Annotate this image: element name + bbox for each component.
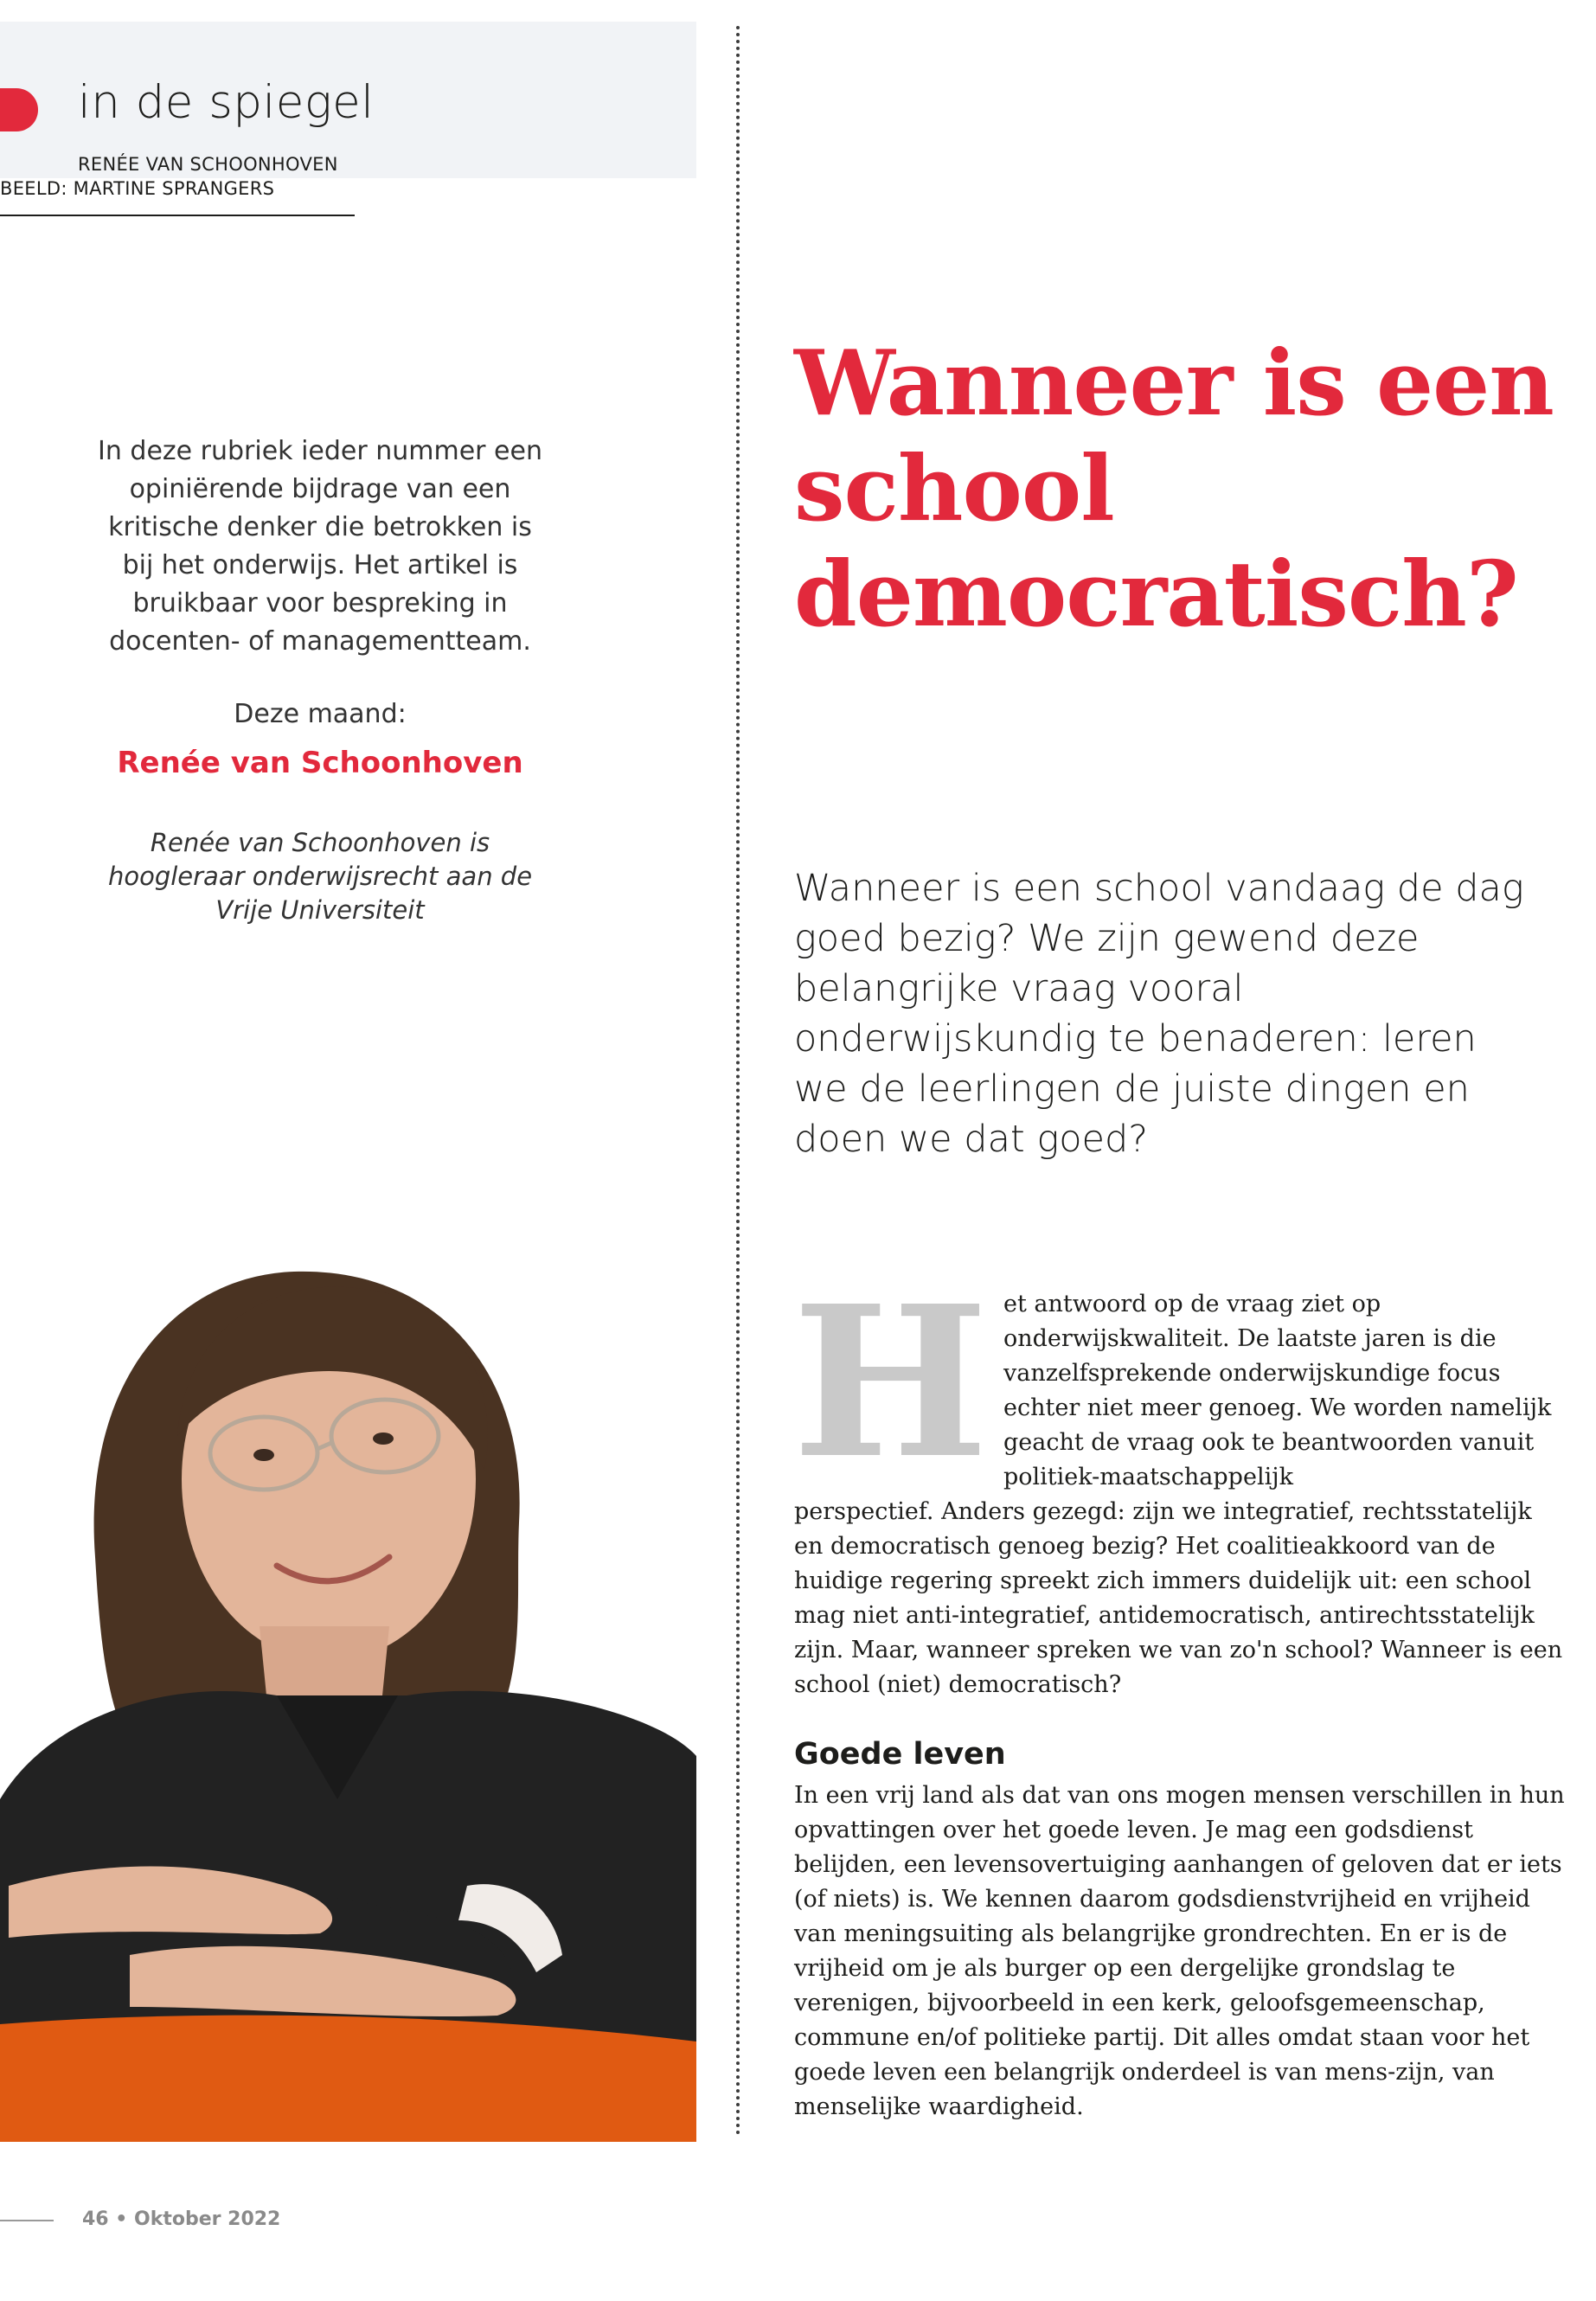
section-subhead: Goede leven <box>794 1737 1006 1772</box>
footer-rule <box>0 2220 54 2221</box>
intro-description: In deze rubriek ieder nummer een opiniërende bijdrage van een kritische denker die betrokken is bij het onderwijs. Het artikel is bruikbaar voor bespreking in docenten- of managementteam. <box>98 436 542 657</box>
column-divider <box>736 26 740 2137</box>
paragraph-1-rest: perspectief. Anders gezegd: zijn we integratief, rechtsstatelijk en democratisch genoeg bezig? Het coalitieakkoord van de huidige regering spreekt zich immers duidelijk uit: een school mag niet anti-integratief, antidemocratisch, antirechtsstatelijk zijn. Maar, wanneer spreken we van zo'n school? Wanneer is een school (niet) democratisch? <box>794 1498 1563 1698</box>
paragraph-2: In een vrij land als dat van ons mogen mensen verschillen in hun opvattingen over het goede leven. Je mag een godsdienst belijden, een levensovertuiging aanhangen of geloven dat er iets (of niets) is. We kennen daarom godsdienstvrijheid en vrijheid van meningsuiting als belangrijke grondrechten. En er is de vrijheid om je als burger op een dergelijke grondslag te verenigen, bijvoorbeeld in een kerk, geloofsgemeenschap, commune en/of politieke partij. Dit alles omdat staan voor het goede leven een belangrijk onderdeel is van mens-zijn, van menselijke waardigheid. <box>794 1782 1565 2120</box>
month-label: Deze maand: <box>234 699 407 729</box>
author-credit: RENÉE VAN SCHOONHOVEN <box>78 154 338 175</box>
article-lede: Wanneer is een school vandaag de dag goed bezig? We zijn gewend deze belangrijke vraag vooral onderwijskundig te benaderen: leren we de leerlingen de juiste dingen en doen we dat goed? <box>794 867 1524 1161</box>
author-portrait-photo <box>0 1194 696 2142</box>
red-tab-marker <box>0 88 38 131</box>
page-footer: 46 • Oktober 2022 <box>82 2208 281 2230</box>
author-bio: Renée van Schoonhoven is hoogleraar onderwijsrecht aan de Vrije Universiteit <box>107 828 533 925</box>
featured-author-name: Renée van Schoonhoven <box>117 746 523 780</box>
column-kicker: in de spiegel <box>78 76 375 129</box>
portrait-illustration <box>0 1194 696 2142</box>
article-headline: Wanneer is een school democratisch? <box>794 330 1554 647</box>
drop-cap: H <box>792 1260 989 1504</box>
paragraph-1-start: et antwoord op de vraag ziet op onderwijskwaliteit. De laatste jaren is die vanzelfsprekende onderwijskundige focus echter niet meer genoeg. We worden namelijk geacht de vraag ook te beantwoorden vanuit politiek-maatschappelijk <box>1003 1291 1552 1490</box>
photo-credit: BEELD: MARTINE SPRANGERS <box>0 178 696 1126</box>
credit-rule <box>0 215 355 216</box>
intro-box <box>95 433 545 661</box>
